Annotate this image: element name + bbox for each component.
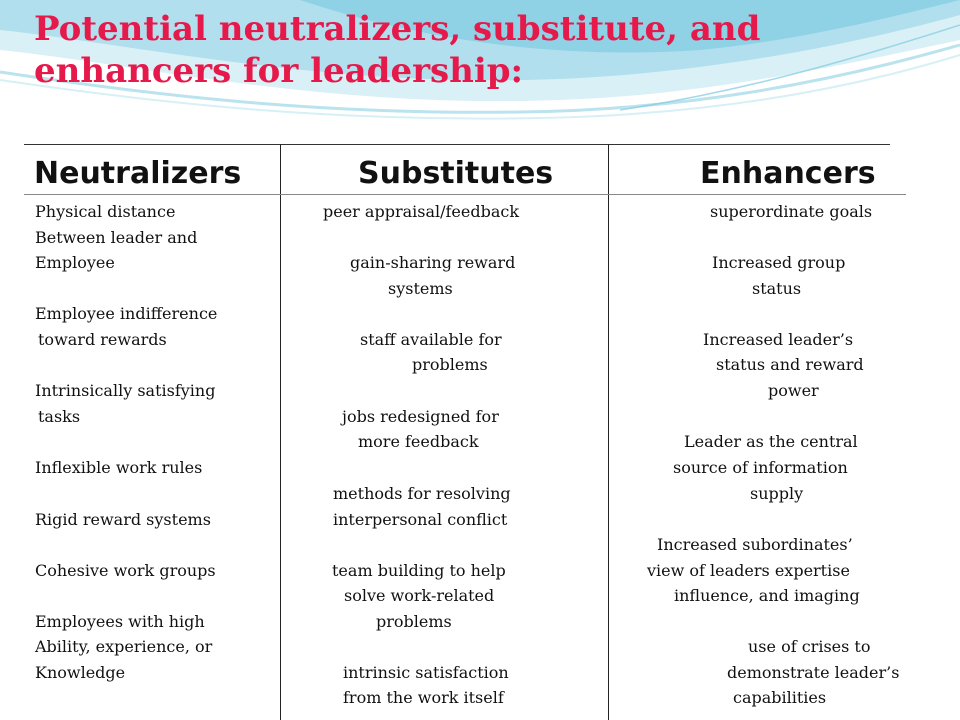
neutralizer-line: Employee xyxy=(35,253,115,272)
neutralizer-line: Employees with high xyxy=(35,612,205,631)
substitutes-header: Substitutes xyxy=(358,156,554,191)
enhancer-line: demonstrate leader’s xyxy=(727,663,900,682)
enhancer-line: view of leaders expertise xyxy=(647,561,850,580)
substitute-line: methods for resolving xyxy=(333,484,511,503)
neutralizer-line: Rigid reward systems xyxy=(35,510,211,529)
enhancer-line: source of information xyxy=(673,458,848,477)
neutralizer-line: Physical distance xyxy=(35,202,176,221)
enhancer-line: capabilities xyxy=(733,688,827,707)
neutralizer-line: Inflexible work rules xyxy=(35,458,203,477)
neutralizer-line: toward rewards xyxy=(38,330,167,349)
column-divider-right xyxy=(608,144,609,720)
neutralizer-line: Between leader and xyxy=(35,228,198,247)
enhancer-line: Increased group xyxy=(712,253,846,272)
substitute-line: systems xyxy=(388,279,453,298)
slide-title-line-1: Potential neutralizers, substitute, and xyxy=(34,9,761,49)
enhancers-header: Enhancers xyxy=(700,156,876,191)
neutralizer-line: Knowledge xyxy=(35,663,126,682)
substitute-line: staff available for xyxy=(360,330,502,349)
substitute-line: solve work-related xyxy=(344,586,495,605)
substitute-line: gain-sharing reward xyxy=(350,253,516,272)
enhancer-line: Increased leader’s xyxy=(703,330,854,349)
substitute-line: problems xyxy=(376,612,452,631)
table-top-rule xyxy=(24,144,890,145)
neutralizer-line: Intrinsically satisfying xyxy=(35,381,216,400)
substitute-line: peer appraisal/feedback xyxy=(323,202,520,221)
slide-title-line-2: enhancers for leadership: xyxy=(34,51,524,91)
neutralizers-header: Neutralizers xyxy=(34,156,242,191)
column-divider-left xyxy=(280,144,281,720)
enhancer-line: Leader as the central xyxy=(684,432,858,451)
neutralizer-line: Ability, experience, or xyxy=(35,637,213,656)
enhancer-line: Increased subordinates’ xyxy=(657,535,853,554)
enhancer-line: status xyxy=(752,279,802,298)
enhancer-line: supply xyxy=(750,484,804,503)
neutralizer-line: Employee indifference xyxy=(35,304,218,323)
substitute-line: interpersonal conflict xyxy=(333,510,508,529)
substitute-line: problems xyxy=(412,355,488,374)
enhancer-line: use of crises to xyxy=(748,637,871,656)
substitute-line: team building to help xyxy=(332,561,506,580)
substitute-line: from the work itself xyxy=(343,688,504,707)
header-underline xyxy=(24,194,906,195)
substitute-line: jobs redesigned for xyxy=(342,407,499,426)
enhancer-line: superordinate goals xyxy=(710,202,873,221)
enhancer-line: influence, and imaging xyxy=(674,586,860,605)
slide-title xyxy=(34,8,934,92)
enhancer-line: power xyxy=(768,381,819,400)
substitute-line: intrinsic satisfaction xyxy=(343,663,509,682)
neutralizer-line: Cohesive work groups xyxy=(35,561,216,580)
enhancer-line: status and reward xyxy=(716,355,864,374)
neutralizer-line: tasks xyxy=(38,407,81,426)
substitute-line: more feedback xyxy=(358,432,479,451)
